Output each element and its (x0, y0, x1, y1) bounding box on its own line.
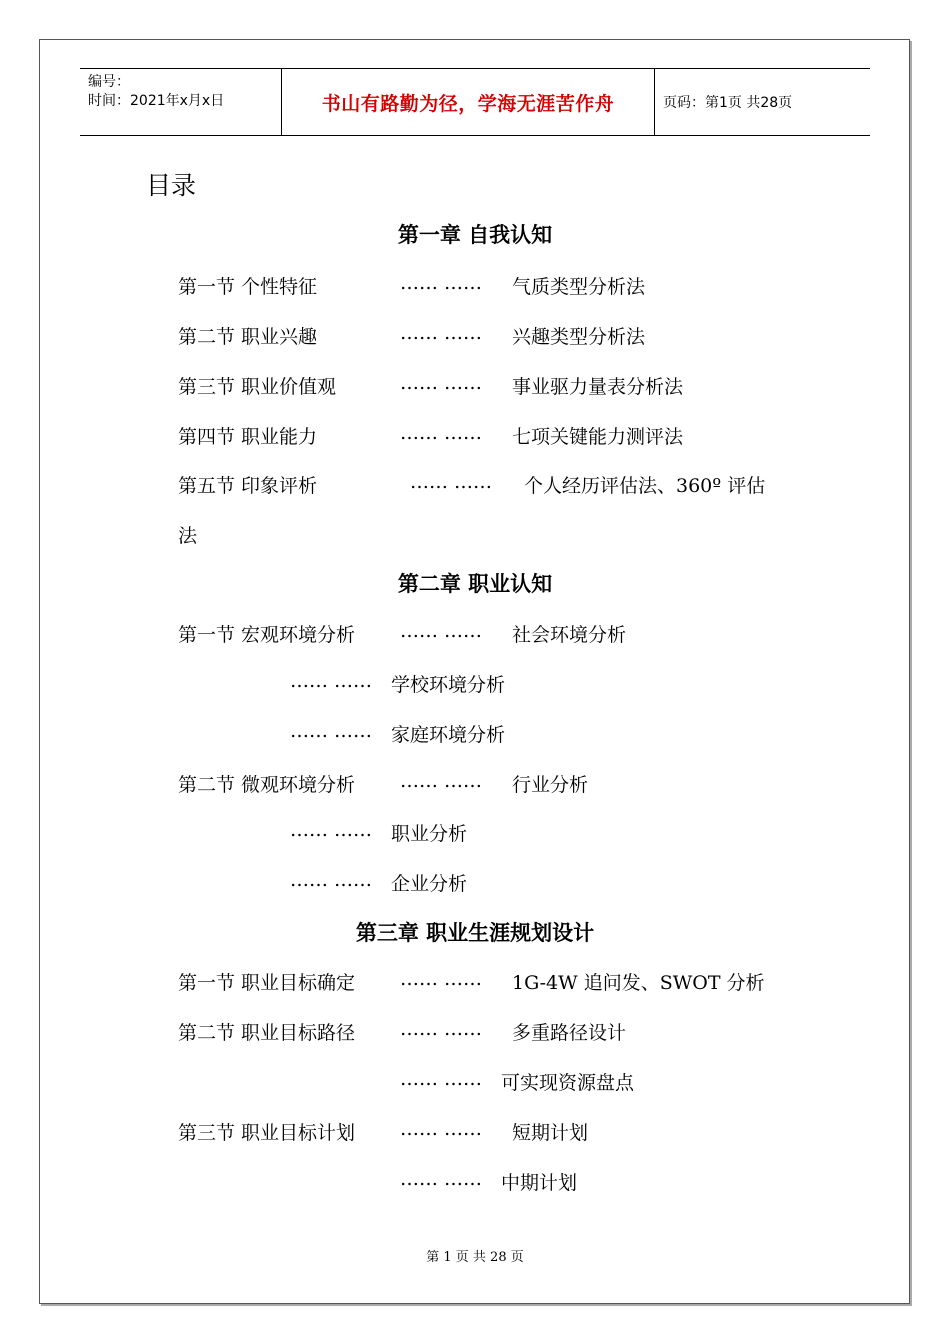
toc-dots: …… …… (400, 322, 483, 344)
toc-dots: …… …… (400, 770, 483, 792)
toc-method: 职业分析 (391, 823, 468, 845)
toc-dots: …… …… (290, 819, 373, 841)
toc-dots: …… …… (290, 670, 373, 692)
toc-section: 第三节 职业目标计划 (178, 1122, 356, 1144)
toc-section: 第一节 宏观环境分析 (178, 624, 356, 646)
toc-method: 气质类型分析法 (512, 276, 646, 298)
toc-dots: …… …… (400, 968, 483, 990)
toc-method: 可实现资源盘点 (501, 1072, 635, 1094)
toc-dots: …… …… (400, 1118, 483, 1140)
toc-section: 第二节 微观环境分析 (178, 774, 356, 796)
chapter-title: 第一章 自我认知 (397, 223, 553, 247)
toc-method: 兴趣类型分析法 (512, 326, 646, 348)
header-table (80, 68, 870, 136)
toc-section: 第二节 职业目标路径 (178, 1022, 356, 1044)
toc-dots: …… …… (400, 422, 483, 444)
toc-section: 第五节 印象评析 (178, 475, 318, 497)
page-footer: 第 1 页 共 28 页 (426, 1250, 524, 1265)
number-label: 编号： (88, 74, 130, 90)
toc-method: 社会环境分析 (512, 624, 627, 646)
toc-method: 短期计划 (512, 1122, 589, 1144)
toc-method: 1G-4W 追问发、SWOT 分析 (512, 972, 765, 994)
toc-section: 第二节 职业兴趣 (178, 326, 318, 348)
date-label: 时间：2021年x月x日 (88, 93, 225, 109)
motto: 书山有路勤为径，学海无涯苦作舟 (321, 92, 615, 115)
toc-method: 个人经历评估法、360º 评估 (524, 475, 766, 497)
toc-section: 第一节 个性特征 (178, 276, 318, 298)
toc-dots: …… …… (290, 869, 373, 891)
toc-dots: …… …… (400, 1018, 483, 1040)
toc-method: 学校环境分析 (391, 674, 506, 696)
toc-method: 企业分析 (391, 873, 468, 895)
toc-method: 事业驱力量表分析法 (512, 376, 684, 398)
header-motto-cell (282, 69, 655, 135)
toc-section: 法 (178, 525, 198, 547)
toc-method: 多重路径设计 (512, 1022, 627, 1044)
page-label: 页码：第1页 共28页 (663, 95, 793, 111)
toc-dots: …… …… (400, 1068, 483, 1090)
toc-dots: …… …… (400, 272, 483, 294)
toc-dots: …… …… (400, 620, 483, 642)
toc-method: 行业分析 (512, 774, 589, 796)
toc-dots: …… …… (400, 372, 483, 394)
toc-dots: …… …… (410, 471, 493, 493)
chapter-title: 第三章 职业生涯规划设计 (355, 921, 595, 945)
toc-method: 家庭环境分析 (391, 724, 506, 746)
toc-dots: …… …… (290, 720, 373, 742)
header-page-cell (655, 69, 870, 135)
toc-method: 中期计划 (501, 1172, 578, 1194)
toc-section: 第一节 职业目标确定 (178, 972, 356, 994)
toc-dots: …… …… (400, 1168, 483, 1190)
toc-section: 第三节 职业价值观 (178, 376, 337, 398)
toc-section: 第四节 职业能力 (178, 426, 318, 448)
header-meta (80, 69, 282, 135)
toc-title: 目录 (146, 171, 197, 200)
chapter-title: 第二章 职业认知 (397, 572, 553, 596)
toc-method: 七项关键能力测评法 (512, 426, 684, 448)
